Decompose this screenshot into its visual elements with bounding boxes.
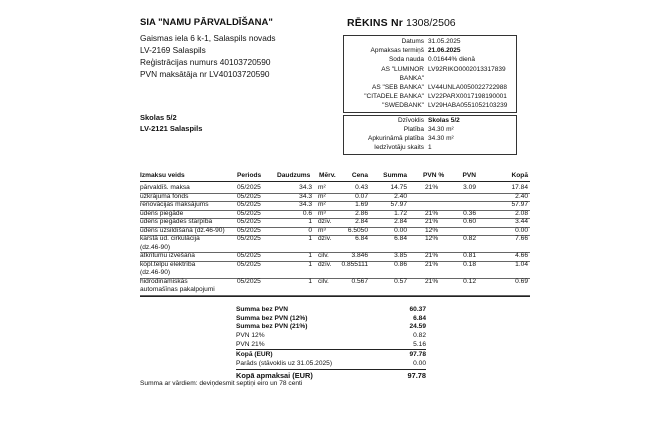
apartment-detail-row (344, 117, 516, 125)
summary-label: Kopā (EUR) (236, 351, 273, 358)
cell-cost-type: pārvaldīš. maksa (140, 184, 190, 191)
table-row (140, 252, 530, 261)
header-total: Kopā (511, 172, 528, 179)
cell-unit: dzīv. (318, 235, 332, 242)
invoice-detail-row (344, 75, 516, 83)
invoice-detail-value: 31.05.2025 (428, 38, 461, 45)
cell-sum: 1.72 (394, 209, 407, 217)
amount-in-words: Summa ar vārdiem: deviņdesmit septiņi eiro un 78 centi (140, 380, 303, 387)
summary-rule (236, 349, 426, 350)
apartment-detail-label: Platība (403, 126, 424, 133)
cell-cost-type-cont: automašīnas pakalpojumi (140, 286, 215, 293)
cell-sum: 6.84 (394, 235, 407, 242)
cell-total: 2.40 (515, 192, 528, 200)
cell-sum: 0.57 (394, 277, 407, 285)
buyer-address: Skolas 5/2 (140, 113, 177, 122)
invoice-detail-row (344, 56, 516, 64)
invoice-detail-label: AS "SEB BANKA" (372, 84, 424, 91)
cell-unit: dzīv. (318, 218, 332, 225)
summary-label: PVN 12% (236, 332, 265, 339)
table-bottom-rule (140, 296, 530, 297)
summary-label: Summa bez PVN (236, 306, 289, 313)
table-row (140, 210, 530, 219)
cell-quantity: 34.3 (299, 192, 312, 200)
cell-quantity: 1 (308, 260, 312, 268)
cell-price: 0.43 (355, 184, 368, 191)
cell-cost-type: renovācijas maksājums (140, 201, 209, 208)
cell-unit: cilv. (318, 277, 329, 285)
invoice-detail-label: Apmaksas termiņš (370, 47, 424, 55)
header-vat: PVN (462, 172, 476, 179)
cell-vat-percent: 21% (425, 277, 439, 285)
cell-total: 2.08 (515, 209, 528, 217)
summary-label: PVN 21% (236, 341, 265, 348)
table-header-rule (140, 181, 530, 182)
invoice-detail-label: BANKA" (399, 74, 424, 82)
invoice-details-box (343, 35, 517, 113)
invoice-detail-label: "SWEDBANK" (382, 102, 424, 110)
table-row (140, 261, 530, 278)
summary-row (236, 351, 426, 360)
cell-vat: 3.09 (463, 184, 476, 191)
invoice-detail-row (344, 93, 516, 101)
table-row (140, 227, 530, 236)
cell-quantity: 0.6 (302, 209, 312, 217)
cell-vat: 0.60 (463, 218, 476, 225)
cell-sum: 3.85 (394, 252, 407, 259)
cell-unit: m² (318, 192, 326, 200)
seller-postcode: LV-2169 Salaspils (140, 45, 206, 55)
summary-row (236, 371, 426, 380)
cell-cost-type: kopl.telpu elektrība (140, 260, 196, 268)
summary-value: 6.84 (413, 315, 426, 322)
cell-sum: 14.75 (390, 184, 407, 191)
cell-cost-type: hidrodinamiskās (140, 277, 188, 285)
invoice-detail-value: 21.06.2025 (428, 47, 461, 55)
header-sum: Summa (383, 172, 407, 179)
cell-total: 3.44 (515, 218, 528, 225)
apartment-detail-value: Skolas 5/2 (428, 117, 460, 124)
cell-vat-percent: 21% (425, 218, 439, 225)
cell-vat: 0.82 (463, 235, 476, 242)
invoice-title-prefix: RĒKINS Nr (347, 17, 404, 29)
cell-total: 4.66 (515, 252, 528, 259)
cell-period: 05/2025 (237, 252, 261, 259)
table-row (140, 193, 530, 202)
cell-total: 7.66 (515, 235, 528, 242)
cell-cost-type-cont: (dz.46-90) (140, 269, 171, 276)
cell-vat-percent: 12% (425, 235, 439, 242)
invoice-detail-label: Datums (401, 38, 424, 45)
cell-period: 05/2025 (237, 226, 261, 234)
cell-vat-percent: 21% (425, 252, 439, 259)
summary-value: 0.00 (413, 360, 426, 367)
header-unit: Mērv. (319, 172, 336, 179)
cell-unit: m² (318, 201, 326, 208)
table-row (140, 218, 530, 227)
apartment-details-box (343, 115, 517, 155)
cell-total: 0.69 (515, 277, 528, 285)
summary-label: Summa bez PVN (12%) (236, 315, 308, 322)
cell-total: 57.97 (511, 201, 528, 208)
cell-cost-type: atkritumu izvešana (140, 252, 195, 259)
apartment-detail-row (344, 135, 516, 143)
invoice-detail-label: AS "LUMINOR (381, 65, 424, 73)
invoice-detail-row (344, 102, 516, 110)
apartment-detail-value: 34.30 m² (428, 126, 454, 133)
buyer-postcode: LV-2121 Salaspils (140, 124, 203, 133)
invoice-detail-value: LV29HABA0551052103239 (428, 102, 508, 110)
table-row (140, 201, 530, 210)
summary-row (236, 360, 426, 369)
cell-vat-percent: 21% (425, 260, 439, 268)
cell-quantity: 1 (308, 235, 312, 242)
summary-rule (236, 369, 426, 370)
invoice-detail-value: LV22PARX0017198190001 (428, 93, 507, 101)
cell-period: 05/2025 (237, 218, 261, 225)
cell-cost-type: ūdens piegāde (140, 209, 184, 217)
apartment-detail-row (344, 144, 516, 152)
cell-unit: dzīv. (318, 260, 332, 268)
header-period: Periods (237, 172, 262, 179)
summary-value: 97.78 (407, 371, 426, 380)
cell-total: 17.84 (511, 184, 528, 191)
cell-price: 6.84 (355, 235, 368, 242)
apartment-detail-row (344, 126, 516, 134)
seller-reg-number: Reģistrācijas numurs 40103720590 (140, 57, 271, 67)
summary-label: Parāds (stāvoklis uz 31.05.2025) (236, 360, 333, 367)
cell-period: 05/2025 (237, 192, 261, 200)
cell-period: 05/2025 (237, 201, 261, 208)
cell-sum: 2.40 (394, 192, 407, 200)
summary-value: 97.78 (409, 351, 426, 358)
cell-price: 0.567 (351, 277, 368, 285)
seller-vat-number: PVN maksātāja nr LV40103720590 (140, 69, 270, 79)
invoice-title (347, 17, 456, 29)
summary-value: 24.59 (409, 323, 426, 330)
summary-row (236, 306, 426, 315)
summary-row (236, 332, 426, 341)
invoice-detail-row (344, 84, 516, 92)
invoice-detail-value: LV44UNLA0050022722988 (428, 84, 508, 91)
cell-unit: cilv. (318, 252, 329, 259)
cell-unit: m³ (318, 209, 326, 217)
cell-price: 2.86 (355, 209, 368, 217)
cell-vat: 0.18 (463, 260, 476, 268)
summary-value: 5.16 (413, 341, 426, 348)
apartment-detail-value: 1 (428, 144, 432, 151)
cell-quantity: 1 (308, 277, 312, 285)
invoice-detail-row (344, 66, 516, 74)
cell-vat-percent: 21% (425, 184, 439, 191)
cell-cost-type: ūdens piegādes starpība (140, 218, 213, 225)
invoice-detail-label: Soda nauda (388, 56, 424, 64)
cell-period: 05/2025 (237, 209, 261, 217)
apartment-detail-label: Apkurināmā platība (367, 135, 424, 142)
cell-unit: m² (318, 184, 326, 191)
cell-quantity: 34.3 (299, 184, 312, 191)
cell-total: 0.00 (515, 226, 528, 234)
cell-price: 3.846 (351, 252, 368, 259)
header-quantity: Daudzums (277, 172, 311, 179)
table-row (140, 278, 530, 295)
cell-quantity: 1 (308, 218, 312, 225)
table-row (140, 235, 530, 252)
invoice-detail-value: LV92RIKO0002013317839 (428, 65, 506, 73)
cell-price: 1.69 (355, 201, 368, 208)
summary-value: 60.37 (409, 306, 426, 313)
summary-row (236, 323, 426, 332)
cell-period: 05/2025 (237, 235, 261, 242)
header-cost-type: Izmaksu veids (140, 172, 185, 179)
apartment-detail-label: Iedzīvotāju skaits (374, 144, 424, 151)
summary-value: 0.82 (413, 332, 426, 339)
cell-price: 0.855111 (341, 260, 368, 268)
invoice-number: 1308/2506 (405, 17, 456, 29)
cell-vat-percent: 21% (425, 209, 439, 217)
cell-sum: 2.84 (394, 218, 407, 225)
invoice-detail-row (344, 38, 516, 46)
cell-vat: 0.12 (463, 277, 476, 285)
seller-name: SIA "NAMU PĀRVALDĪŠANA" (140, 17, 273, 28)
apartment-detail-label: Dzīvoklis (397, 117, 424, 124)
invoice-detail-label: "CITADELE BANKA" (364, 93, 424, 101)
cell-sum: 0.86 (394, 260, 407, 268)
apartment-detail-value: 34.30 m² (428, 135, 454, 142)
cell-cost-type: ūdens uzsildīšana (dz.46-90) (140, 226, 225, 234)
cell-period: 05/2025 (237, 277, 261, 285)
header-vat-percent: PVN % (423, 172, 445, 179)
summary-label: Kopā apmaksai (EUR) (236, 371, 313, 380)
invoice-detail-value: 0.01644% dienā (428, 56, 475, 64)
cell-price: 6.5050 (347, 226, 368, 234)
seller-address: Gaismas iela 6 k-1, Salaspils novads (140, 33, 276, 43)
summary-label: Summa bez PVN (21%) (236, 323, 308, 330)
cell-sum: 0.00 (394, 226, 407, 234)
header-price: Cena (351, 172, 368, 179)
cell-sum: 57.97 (390, 201, 407, 208)
cell-vat: 0.81 (463, 252, 476, 259)
cell-quantity: 34.3 (299, 201, 312, 208)
cell-period: 05/2025 (237, 184, 261, 191)
table-row (140, 184, 530, 193)
cell-cost-type: karstā ūd. cirkulācija (140, 235, 200, 242)
invoice-detail-row (344, 47, 516, 55)
cell-vat: 0.36 (463, 209, 476, 217)
cell-quantity: 1 (308, 252, 312, 259)
cell-unit: m³ (318, 226, 326, 234)
cell-period: 05/2025 (237, 260, 261, 268)
cell-price: 2.84 (355, 218, 368, 225)
cell-cost-type: uzkrājuma fonds (140, 192, 189, 200)
cell-total: 1.04 (515, 260, 528, 268)
cell-vat-percent: 12% (425, 226, 439, 234)
cell-price: 0.07 (355, 192, 368, 200)
cell-quantity: 0 (308, 226, 312, 234)
cell-cost-type-cont: (dz.46-90) (140, 243, 171, 251)
